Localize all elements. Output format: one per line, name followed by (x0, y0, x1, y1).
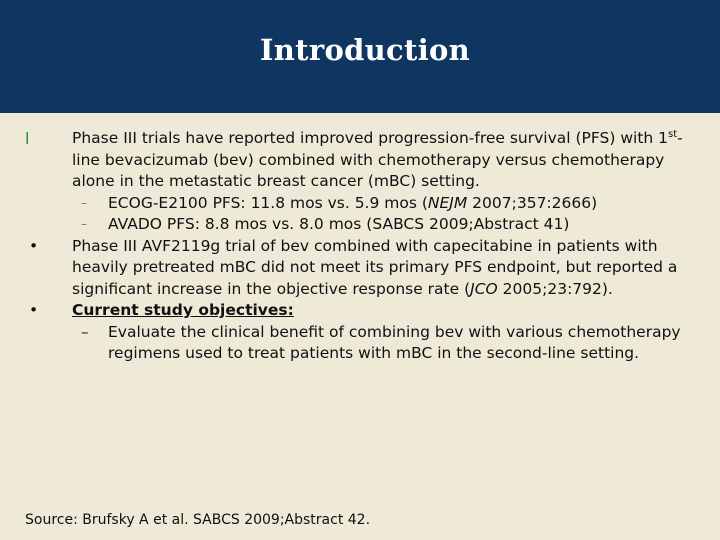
bullet-marker: • (29, 236, 39, 255)
sub-bullet-text: ECOG-E2100 PFS: 11.8 mos vs. 5.9 mos (NEJM 2007;357:2666) (108, 193, 598, 212)
sub-bullet-text: Evaluate the clinical benefit of combining bev with various chemotherapy regimens used to treat patients with mBC in the second-line setting. (108, 322, 681, 362)
bullet-marker: l (25, 129, 30, 148)
sub-bullet-ecog (25, 193, 705, 215)
bullet-item-3 (25, 300, 705, 322)
bullet-item-2 (25, 236, 705, 301)
sub-bullet-avado (25, 214, 705, 236)
bullet-item-1 (25, 128, 705, 193)
slide-content (25, 128, 705, 365)
dash-marker: – (81, 195, 87, 210)
slide-title: Introduction (259, 33, 471, 67)
bullet-marker: • (29, 301, 39, 319)
source-citation: Source: Brufsky A et al. SABCS 2009;Abstract 42. (25, 512, 371, 528)
sub-bullet-objective (25, 322, 705, 365)
sub-bullet-text: AVADO PFS: 8.8 mos vs. 8.0 mos (SABCS 2009;Abstract 41) (108, 215, 570, 233)
title-bar (0, 0, 720, 113)
bullet-text: Phase III AVF2119g trial of bev combined with capecitabine in patients with heavily pretreated mBC did not meet its primary PFS endpoint, but reported a significant increase in the objective response rate (JCO 2005;23:792). (72, 236, 678, 298)
dash-marker: – (81, 322, 89, 341)
objectives-heading: Current study objectives: (72, 301, 294, 319)
dash-marker: – (81, 217, 87, 231)
bullet-text: Phase III trials have reported improved progression-free survival (PFS) with 1st-line bevacizumab (bev) combined with chemotherapy versus chemotherapy alone in the metastatic breast cancer (mBC) setting. (72, 129, 683, 190)
